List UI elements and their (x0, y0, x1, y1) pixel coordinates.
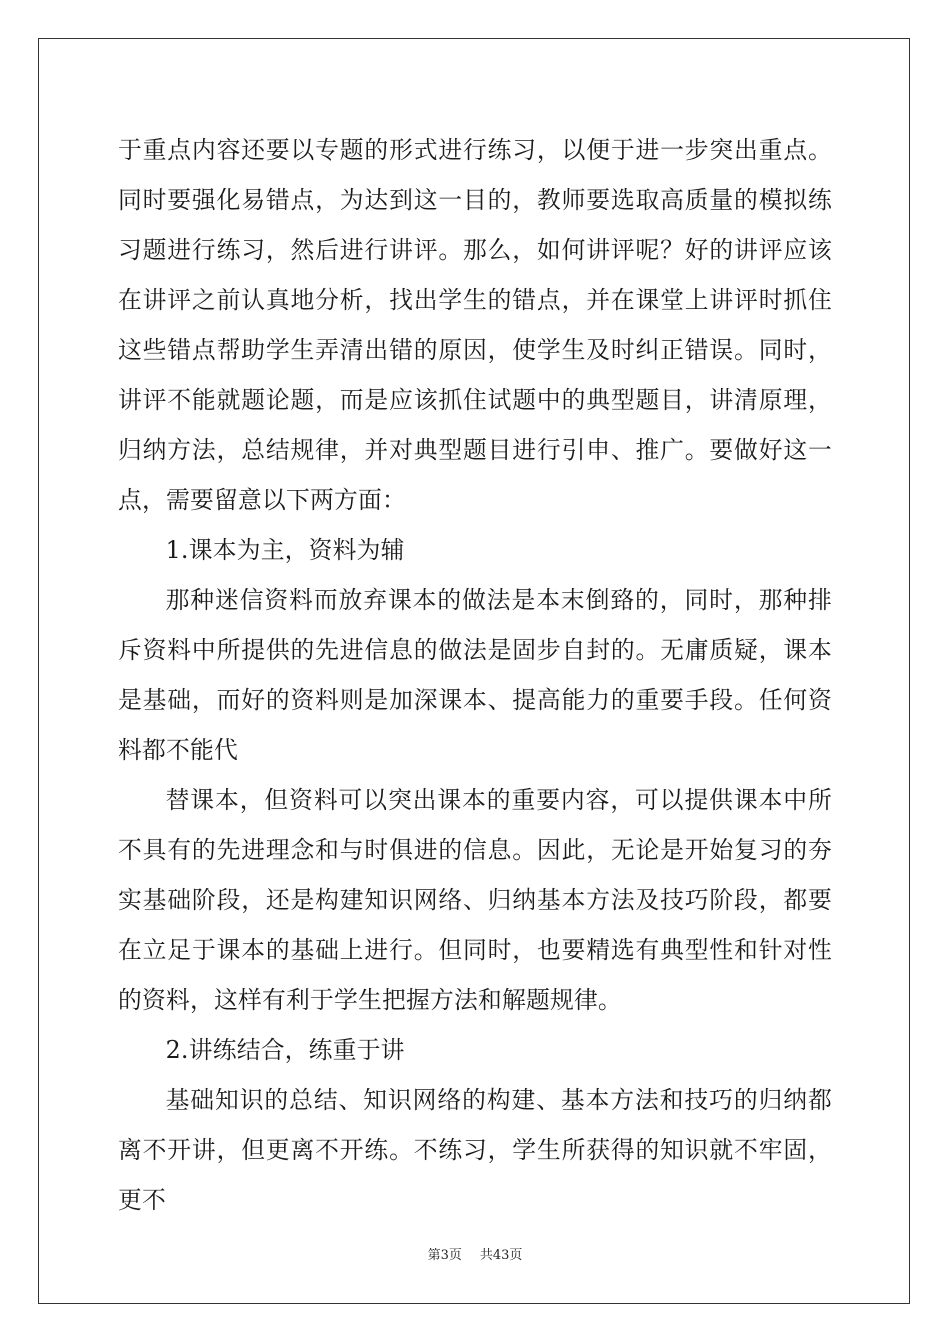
section-heading-1: 1.课本为主，资料为辅 (165, 536, 405, 564)
document-body (118, 125, 832, 1225)
paragraph-continuation: 于重点内容还要以专题的形式进行练习，以便于进一步突出重点。同时要强化易错点，为达到这一目的，教师要选取高质量的模拟练习题进行练习，然后进行讲评。那么，如何讲评呢？好的讲评应该在讲评之前认真地分析，找出学生的错点，并在课堂上讲评时抓住这些错点帮助学生弄清出错的原因，使学生及时纠正错误。同时，讲评不能就题论题，而是应该抓住试题中的典型题目，讲清原理，归纳方法，总结规律，并对典型题目进行引申、推广。要做好这一点，需要留意以下两方面： (118, 136, 832, 514)
section-heading-2: 2.讲练结合，练重于讲 (165, 1036, 405, 1064)
page-footer (0, 1244, 950, 1263)
page-number: 第3页 (427, 1248, 462, 1263)
paragraph-textbook-cont: 替课本，但资料可以突出课本的重要内容，可以提供课本中所不具有的先进理念和与时俱进的信息。因此，无论是开始复习的夯实基础阶段，还是构建知识网络、归纳基本方法及技巧阶段，都要在立足于课本的基础上进行。但同时，也要精选有典型性和针对性的资料，这样有利于学生把握方法和解题规律。 (118, 786, 832, 1014)
page-total: 共43页 (479, 1248, 523, 1263)
paragraph-textbook-main: 那种迷信资料而放弃课本的做法是本末倒臵的，同时，那种排斥资料中所提供的先进信息的做法是固步自封的。无庸质疑，课本是基础，而好的资料则是加深课本、提高能力的重要手段。任何资料都不能代 (118, 586, 832, 764)
paragraph-practice: 基础知识的总结、知识网络的构建、基本方法和技巧的归纳都离不开讲，但更离不开练。不练习，学生所获得的知识就不牢固，更不 (118, 1086, 832, 1214)
